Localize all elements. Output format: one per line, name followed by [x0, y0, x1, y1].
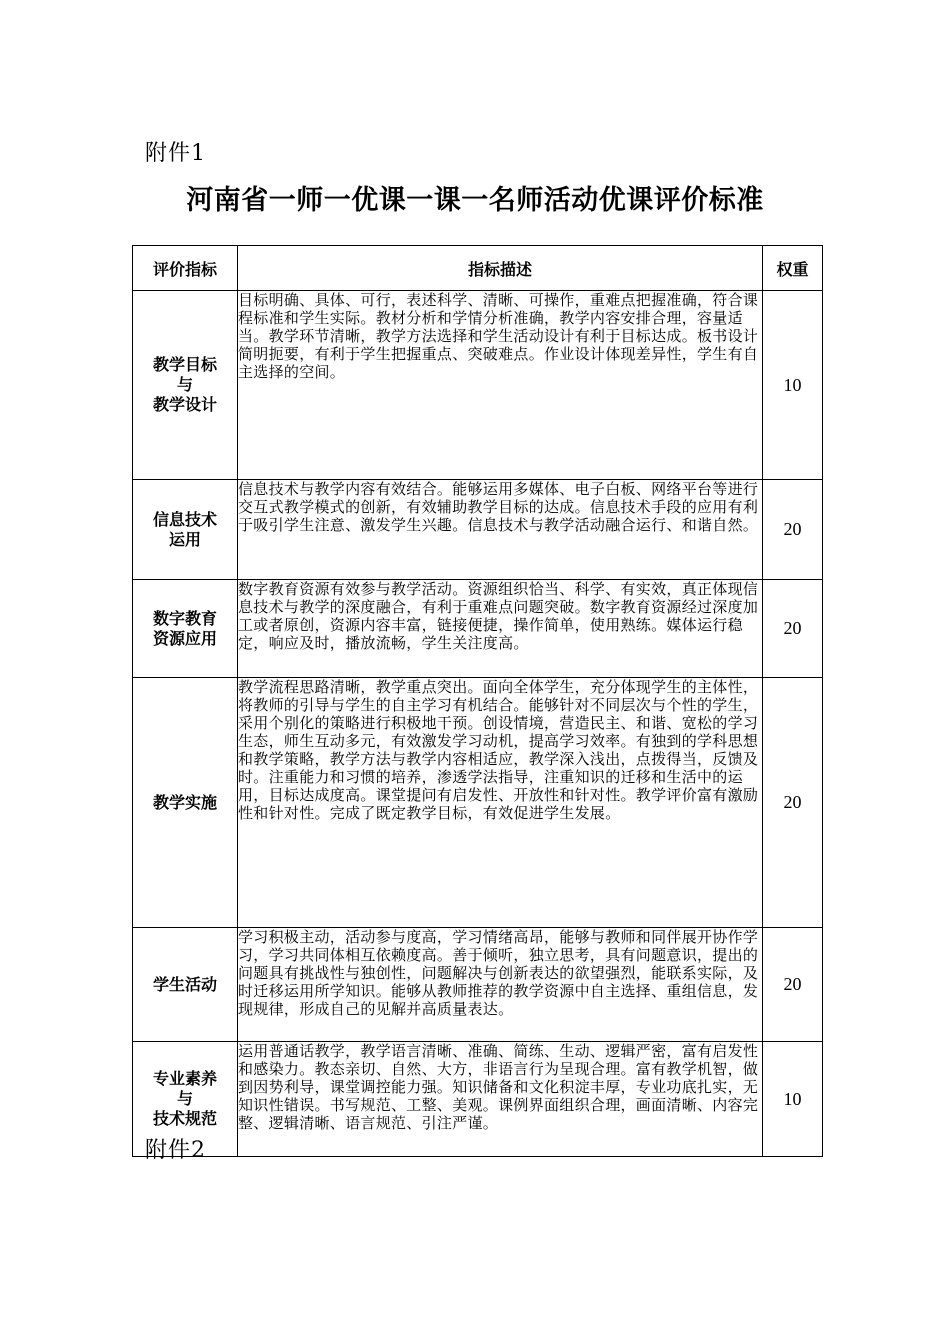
- indicator-line: 与: [176, 375, 193, 394]
- weight-cell: 20: [763, 480, 823, 580]
- description-cell: 目标明确、具体、可行，表述科学、清晰、可操作，重难点把握准确，符合课程标准和学生实际。教材分析和学情分析准确，教学内容安排合理，容量适当。教学环节清晰，教学方法选择和学生活动设计有利于目标达成。板书设计简明扼要，有利于学生把握重点、突破难点。作业设计体现差异性，学生有自主选择的空间。: [238, 291, 763, 480]
- description-cell: 教学流程思路清晰，教学重点突出。面向全体学生，充分体现学生的主体性，将教师的引导与学生的自主学习有机结合。能够针对不同层次与个性的学生，采用个别化的策略进行积极地干预。创设情境，营造民主、和谐、宽松的学习生态，师生互动多元，有效激发学习动机，提高学习效率。有独到的学科思想和教学策略，教学方法与教学内容相适应，教学深入浅出，点拨得当，反馈及时。注重能力和习惯的培养，渗透学法指导，注重知识的迁移和生活中的运用，目标达成度高。课堂提问有启发性、开放性和针对性。教学评价富有激励性和针对性。完成了既定教学目标，有效促进学生发展。: [238, 678, 763, 928]
- table-row: [133, 1042, 823, 1157]
- weight-cell: 10: [763, 291, 823, 480]
- indicator-line: 运用: [168, 529, 201, 549]
- table-row: [133, 580, 823, 678]
- table-row: [133, 678, 823, 928]
- header-indicator: 评价指标: [133, 246, 238, 291]
- description-cell: 学习积极主动，活动参与度高，学习情绪高昂，能够与教师和同伴展开协作学习，学习共同体相互依赖度高。善于倾听，独立思考，具有问题意识，提出的问题具有挑战性与独创性，问题解决与创新表达的欲望强烈，能联系实际，及时迁移运用所学知识。能够从教师推荐的教学资源中自主选择、重组信息，发现规律，形成自己的见解并高质量表达。: [238, 928, 763, 1042]
- header-description: 指标描述: [238, 246, 763, 291]
- weight-cell: 10: [763, 1042, 823, 1157]
- weight-cell: 20: [763, 580, 823, 678]
- indicator-line: 教学实施: [152, 792, 217, 812]
- attachment-2-label: 附件2: [145, 1138, 206, 1163]
- description-cell: 运用普通话教学，教学语言清晰、准确、简练、生动、逻辑严密，富有启发性和感染力。教态亲切、自然、大方，非语言行为呈现合理。富有教学机智，做到因势利导，课堂调控能力强。知识储备和文化积淀丰厚，专业功底扎实，无知识性错误。书写规范、工整、美观。课例界面组织合理，画面清晰、内容完整、逻辑清晰、语言规范、引注严谨。: [238, 1042, 763, 1157]
- indicator-line: 专业素养: [152, 1069, 217, 1088]
- indicator-cell: [133, 291, 238, 480]
- indicator-line: 信息技术: [152, 509, 217, 529]
- indicator-line: 与: [176, 1089, 193, 1108]
- evaluation-table: [132, 245, 823, 1157]
- description-cell: 信息技术与教学内容有效结合。能够运用多媒体、电子白板、网络平台等进行交互式教学模式的创新，有效辅助教学目标的达成。信息技术手段的应用有利于吸引学生注意、激发学生兴趣。信息技术与教学活动融合运行、和谐自然。: [238, 480, 763, 580]
- header-weight: 权重: [763, 246, 823, 291]
- description-cell: 数字教育资源有效参与教学活动。资源组织恰当、科学、有实效，真正体现信息技术与教学的深度融合，有利于重难点问题突破。数字教育资源经过深度加工或者原创，资源内容丰富，链接便捷，操作简单，使用熟练。媒体运行稳定，响应及时，播放流畅，学生关注度高。: [238, 580, 763, 678]
- indicator-line: 数字教育: [152, 608, 217, 628]
- indicator-line: 资源应用: [152, 628, 217, 648]
- table-header-row: [133, 246, 823, 291]
- weight-cell: 20: [763, 678, 823, 928]
- indicator-cell: [133, 678, 238, 928]
- indicator-cell: [133, 928, 238, 1042]
- indicator-cell: [133, 580, 238, 678]
- table-row: [133, 928, 823, 1042]
- page-title: 河南省一师一优课一课一名师活动优课评价标准: [186, 185, 764, 216]
- weight-cell: 20: [763, 928, 823, 1042]
- indicator-line: 学生活动: [152, 974, 217, 994]
- table-row: [133, 291, 823, 480]
- indicator-line: 教学设计: [152, 395, 217, 414]
- indicator-cell: [133, 480, 238, 580]
- indicator-line: 教学目标: [152, 355, 217, 374]
- indicator-line: 技术规范: [152, 1109, 217, 1128]
- table-row: [133, 480, 823, 580]
- attachment-1-label: 附件1: [145, 141, 206, 166]
